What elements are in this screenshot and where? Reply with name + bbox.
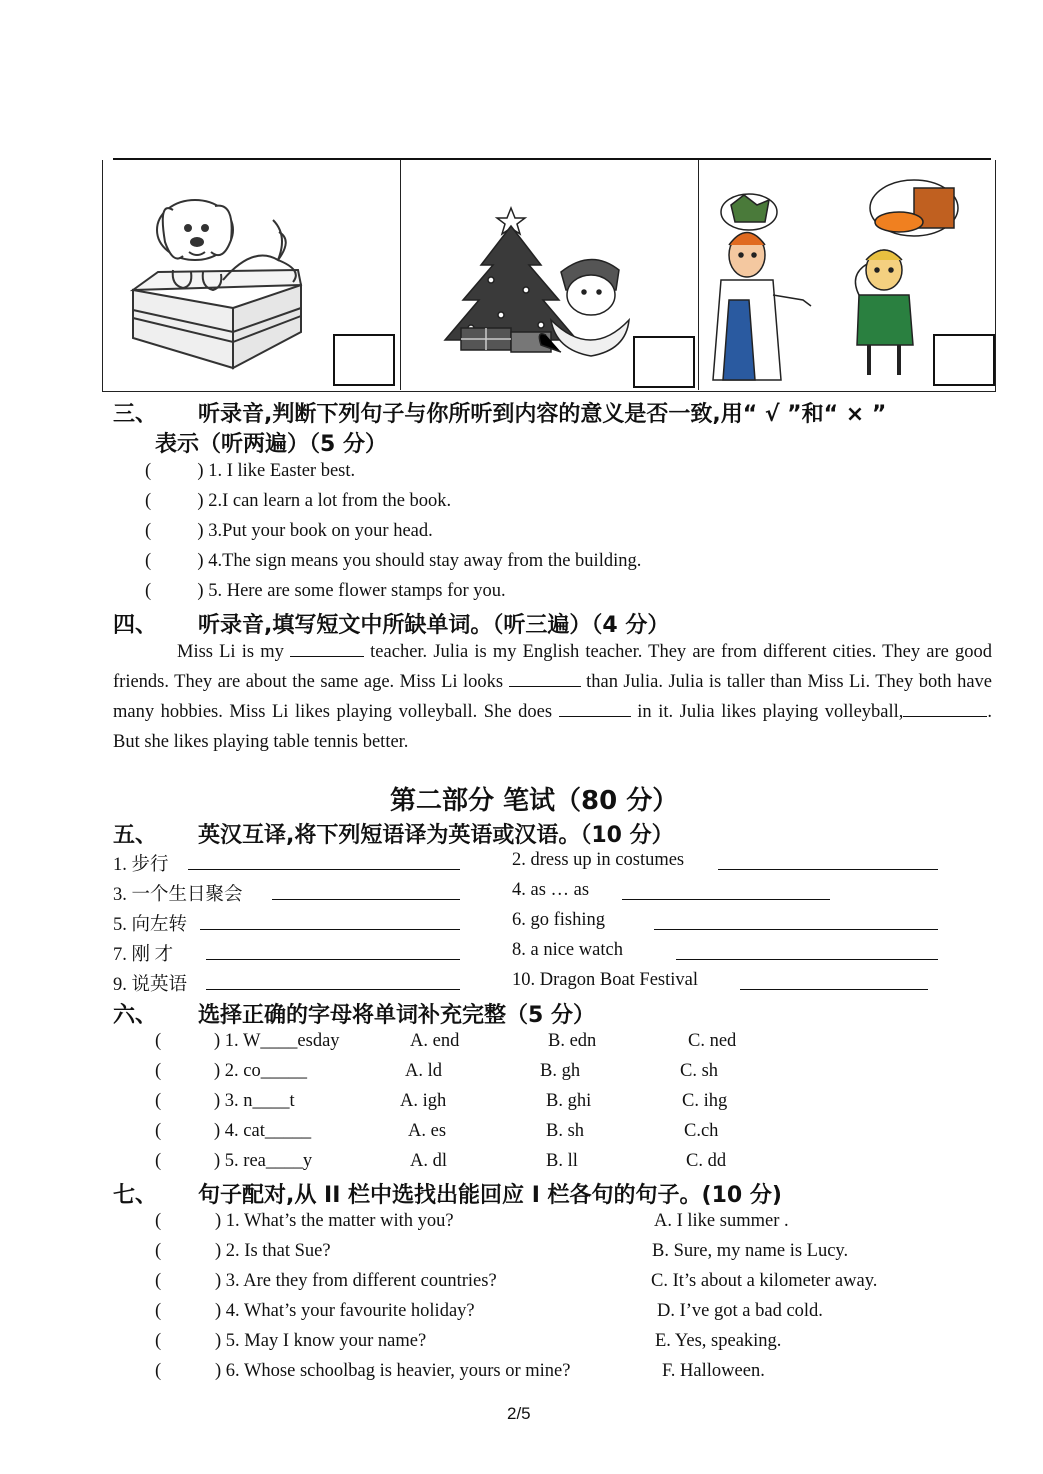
section-3-item-2 xyxy=(145,491,451,512)
passage-blank-4[interactable] xyxy=(903,698,987,717)
section-3-title-line-2: 表示（听两遍）（5 分） xyxy=(155,432,387,457)
answer-paren[interactable]: ( xyxy=(155,1271,162,1291)
passage-blank-2[interactable] xyxy=(509,668,581,687)
answer-paren[interactable]: ( ) xyxy=(145,521,204,541)
response-sentence: F. Halloween. xyxy=(662,1361,765,1381)
answer-paren[interactable]: ( xyxy=(155,1031,162,1051)
answer-line-10[interactable] xyxy=(740,989,928,990)
translate-item-6: 6. go fishing xyxy=(512,910,606,930)
section-3-item-3 xyxy=(145,521,433,542)
answer-line-4[interactable] xyxy=(622,899,830,900)
option-a[interactable]: A. ld xyxy=(405,1061,442,1081)
answer-paren[interactable]: ( xyxy=(155,1211,162,1231)
translate-item-8: 8. a nice watch xyxy=(512,940,623,960)
answer-paren[interactable]: ( xyxy=(155,1301,162,1321)
option-c[interactable]: C. dd xyxy=(686,1151,727,1171)
word-to-complete: ) 3. n____t xyxy=(214,1091,295,1111)
answer-paren[interactable]: ( xyxy=(155,1361,162,1381)
section-5-title: 英汉互译,将下列短语译为英语或汉语。（10 分） xyxy=(198,823,674,848)
answer-paren[interactable]: ( ) xyxy=(145,581,204,601)
translate-item-10: 10. Dragon Boat Festival xyxy=(512,970,699,990)
option-c[interactable]: C. ihg xyxy=(682,1091,728,1111)
section-3-title-line-1: 听录音,判断下列句子与你所听到内容的意义是否一致,用“ √ ”和“ × ” xyxy=(198,402,887,427)
picture-cell-2 xyxy=(401,160,699,390)
question-sentence: ) 5. May I know your name? xyxy=(215,1331,427,1351)
option-a[interactable]: A. dl xyxy=(410,1151,447,1171)
passage-text: Miss Li is my xyxy=(177,642,284,662)
response-sentence: D. I’ve got a bad cold. xyxy=(657,1301,823,1321)
passage-text: teacher. Julia is my English teacher. They are from different cities. They are good friends. They are about the same age. Miss Li looks xyxy=(113,642,993,692)
answer-paren[interactable]: ( xyxy=(155,1331,162,1351)
item-text: 5. Here are some flower stamps for you. xyxy=(208,581,506,601)
translate-item-2: 2. dress up in costumes xyxy=(512,850,685,870)
answer-line-1[interactable] xyxy=(188,869,460,870)
answer-line-7[interactable] xyxy=(206,959,460,960)
answer-line-5[interactable] xyxy=(200,929,460,930)
translate-item-4: 4. as … as xyxy=(512,880,590,900)
word-to-complete: ) 1. W____esday xyxy=(214,1031,340,1051)
option-b[interactable]: B. sh xyxy=(546,1121,585,1141)
option-b[interactable]: B. gh xyxy=(540,1061,581,1081)
picture-cell-3 xyxy=(699,160,995,390)
page-number: 2/5 xyxy=(507,1404,531,1423)
answer-paren[interactable]: ( ) xyxy=(145,551,204,571)
response-sentence: A. I like summer . xyxy=(654,1211,789,1231)
answer-paren[interactable]: ( ) xyxy=(145,491,204,511)
passage-blank-1[interactable] xyxy=(290,638,364,657)
answer-paren[interactable]: ( xyxy=(155,1061,162,1081)
translate-item-1: 1. 步行 xyxy=(113,855,169,875)
answer-paren[interactable]: ( xyxy=(155,1241,162,1261)
passage-text: in it. Julia likes playing volleyball, xyxy=(637,702,904,722)
question-sentence: ) 1. What’s the matter with you? xyxy=(215,1211,454,1231)
question-sentence: ) 6. Whose schoolbag is heavier, yours or mine? xyxy=(215,1361,571,1381)
item-text: 2.I can learn a lot from the book. xyxy=(208,491,452,511)
translate-item-5: 5. 向左转 xyxy=(113,915,188,935)
passage-blank-3[interactable] xyxy=(559,698,631,717)
response-sentence: E. Yes, speaking. xyxy=(655,1331,782,1351)
passage-text: than Julia. Julia is taller than Miss Li. They both have many hobbies. Miss Li likes playing volleyball. She does xyxy=(113,672,993,722)
section-7-number: 七、 xyxy=(113,1183,158,1208)
option-a[interactable]: A. end xyxy=(410,1031,460,1051)
answer-box-2[interactable] xyxy=(633,336,695,388)
response-sentence: C. It’s about a kilometer away. xyxy=(651,1271,878,1291)
section-3-number: 三、 xyxy=(113,402,158,427)
translate-item-7: 7. 刚 才 xyxy=(113,945,174,965)
translate-item-3: 3. 一个生日聚会 xyxy=(113,885,243,905)
section-6-number: 六、 xyxy=(113,1003,158,1028)
item-text: 4.The sign means you should stay away from the building. xyxy=(208,551,642,571)
section-7-title: 句子配对,从 II 栏中选找出能回应 I 栏各句的句子。(10 分) xyxy=(198,1183,782,1208)
answer-box-3[interactable] xyxy=(933,334,995,386)
answer-box-1[interactable] xyxy=(333,334,395,386)
option-b[interactable]: B. edn xyxy=(548,1031,597,1051)
answer-line-8[interactable] xyxy=(676,959,938,960)
answer-paren[interactable]: ( ) xyxy=(145,461,204,481)
answer-paren[interactable]: ( xyxy=(155,1121,162,1141)
section-5-number: 五、 xyxy=(113,823,158,848)
option-b[interactable]: B. ghi xyxy=(546,1091,592,1111)
picture-row xyxy=(102,160,996,392)
answer-line-2[interactable] xyxy=(718,869,938,870)
word-to-complete: ) 5. rea____y xyxy=(214,1151,313,1171)
option-a[interactable]: A. es xyxy=(408,1121,447,1141)
answer-line-9[interactable] xyxy=(206,989,460,990)
section-3-item-4 xyxy=(145,551,641,572)
response-sentence: B. Sure, my name is Lucy. xyxy=(652,1241,849,1261)
option-b[interactable]: B. ll xyxy=(546,1151,578,1171)
answer-paren[interactable]: ( xyxy=(155,1151,162,1171)
answer-line-3[interactable] xyxy=(272,899,460,900)
passage-text: . But she likes playing table tennis better. xyxy=(113,702,993,752)
answer-paren[interactable]: ( xyxy=(155,1091,162,1111)
option-a[interactable]: A. igh xyxy=(400,1091,447,1111)
section-6-title: 选择正确的字母将单词补充完整（5 分） xyxy=(198,1003,595,1028)
question-sentence: ) 2. Is that Sue? xyxy=(215,1241,331,1261)
option-c[interactable]: C. ned xyxy=(688,1031,737,1051)
question-sentence: ) 3. Are they from different countries? xyxy=(215,1271,497,1291)
word-to-complete: ) 4. cat_____ xyxy=(214,1121,312,1141)
word-to-complete: ) 2. co_____ xyxy=(214,1061,307,1081)
option-c[interactable]: C. sh xyxy=(680,1061,719,1081)
answer-line-6[interactable] xyxy=(654,929,938,930)
section-4-title: 听录音,填写短文中所缺单词。（听三遍）（4 分） xyxy=(198,613,670,638)
part-2-title: 第二部分 笔试（80 分） xyxy=(390,786,679,816)
item-text: 1. I like Easter best. xyxy=(208,461,356,481)
translate-item-9: 9. 说英语 xyxy=(113,975,188,995)
option-c[interactable]: C.ch xyxy=(684,1121,719,1141)
section-3-item-1 xyxy=(145,461,355,482)
question-sentence: ) 4. What’s your favourite holiday? xyxy=(215,1301,475,1321)
section-3-item-5 xyxy=(145,581,506,602)
section-4-passage xyxy=(113,637,992,757)
picture-cell-1 xyxy=(103,160,401,390)
section-4-number: 四、 xyxy=(113,613,158,638)
item-text: 3.Put your book on your head. xyxy=(208,521,433,541)
